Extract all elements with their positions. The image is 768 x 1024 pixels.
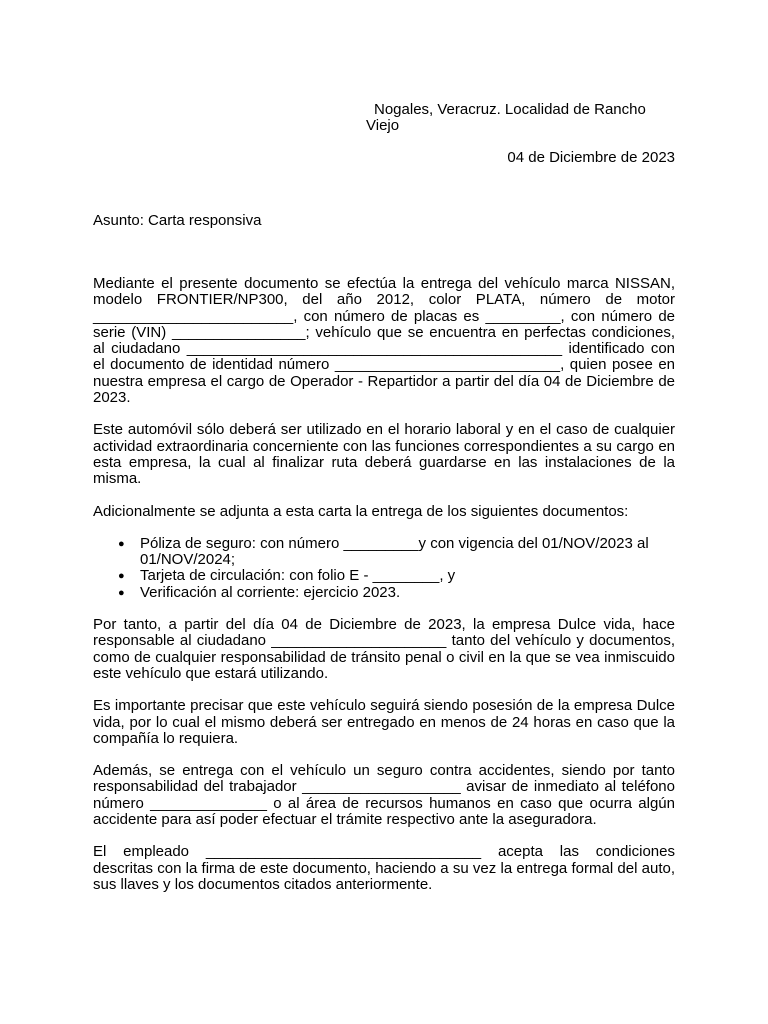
document-date: 04 de Diciembre de 2023 — [507, 149, 675, 166]
paragraph-insurance: Además, se entrega con el vehículo un seguro contra accidentes, siendo por tanto responsabilidad del trabajador ___________________ avisar de inmediato al teléfono número ______________ o al área de recursos humanos en caso que ocurra algún accidente para así poder efectuar el trámite respectivo ante la aseguradora. — [93, 762, 675, 829]
documents-list — [93, 536, 675, 601]
location-line-1: Nogales, Veracruz. Localidad de Rancho — [374, 101, 646, 118]
subject-line: Asunto: Carta responsiva — [93, 212, 262, 229]
list-item-insurance-policy: ● Póliza de seguro: con número _________y con vigencia del 01/NOV/2023 al 01/NOV/2024; — [140, 536, 675, 569]
paragraph-vehicle-delivery: Mediante el presente documento se efectúa la entrega del vehículo marca NISSAN, modelo FRONTIER/NP300, del año 2012, color PLATA, número de motor ________________________, con número de placas es _________, con número de serie (VIN) ________________; vehículo que se encuentra en perfectas condiciones, al ciudadano _____________________________________________ identificado con el documento de identidad número ___________________________, quien posee en nuestra empresa el cargo de Operador - Repartidor a partir del día 04 de Diciembre de 2023. — [93, 275, 675, 407]
location-line-2: Viejo — [366, 117, 400, 135]
paragraph-responsibility: Por tanto, a partir del día 04 de Diciembre de 2023, la empresa Dulce vida, hace responsable al ciudadano _____________________ tanto del vehículo y documentos, como de cualquier responsabilidad de tránsito penal o civil en la que se vea inmiscuido este vehículo que estará utilizando. — [93, 616, 675, 682]
paragraph-acceptance: El empleado _________________________________ acepta las condiciones descritas con la firma de este documento, haciendo a su vez la entrega formal del auto, sus llaves y los documentos citados anteriormente. — [93, 843, 675, 893]
list-item-verification: ● Verificación al corriente: ejercicio 2023. — [140, 585, 675, 601]
list-item-circulation-card: ● Tarjeta de circulación: con folio E - ________, y — [140, 568, 675, 584]
paragraph-documents-intro: Adicionalmente se adjunta a esta carta la entrega de los siguientes documentos: — [93, 502, 629, 520]
paragraph-usage-terms: Este automóvil sólo deberá ser utilizado en el horario laboral y en el caso de cualquier actividad extraordinaria concerniente con las funciones correspondientes a su cargo en esta empresa, la cual al finalizar ruta deberá guardarse en las instalaciones de la misma. — [93, 421, 675, 488]
location-block — [366, 102, 676, 135]
paragraph-ownership: Es importante precisar que este vehículo seguirá siendo posesión de la empresa Dulce vida, por lo cual el mismo deberá ser entregado en menos de 24 horas en caso que la compañía lo requiera. — [93, 697, 675, 747]
letter-body — [93, 276, 675, 909]
